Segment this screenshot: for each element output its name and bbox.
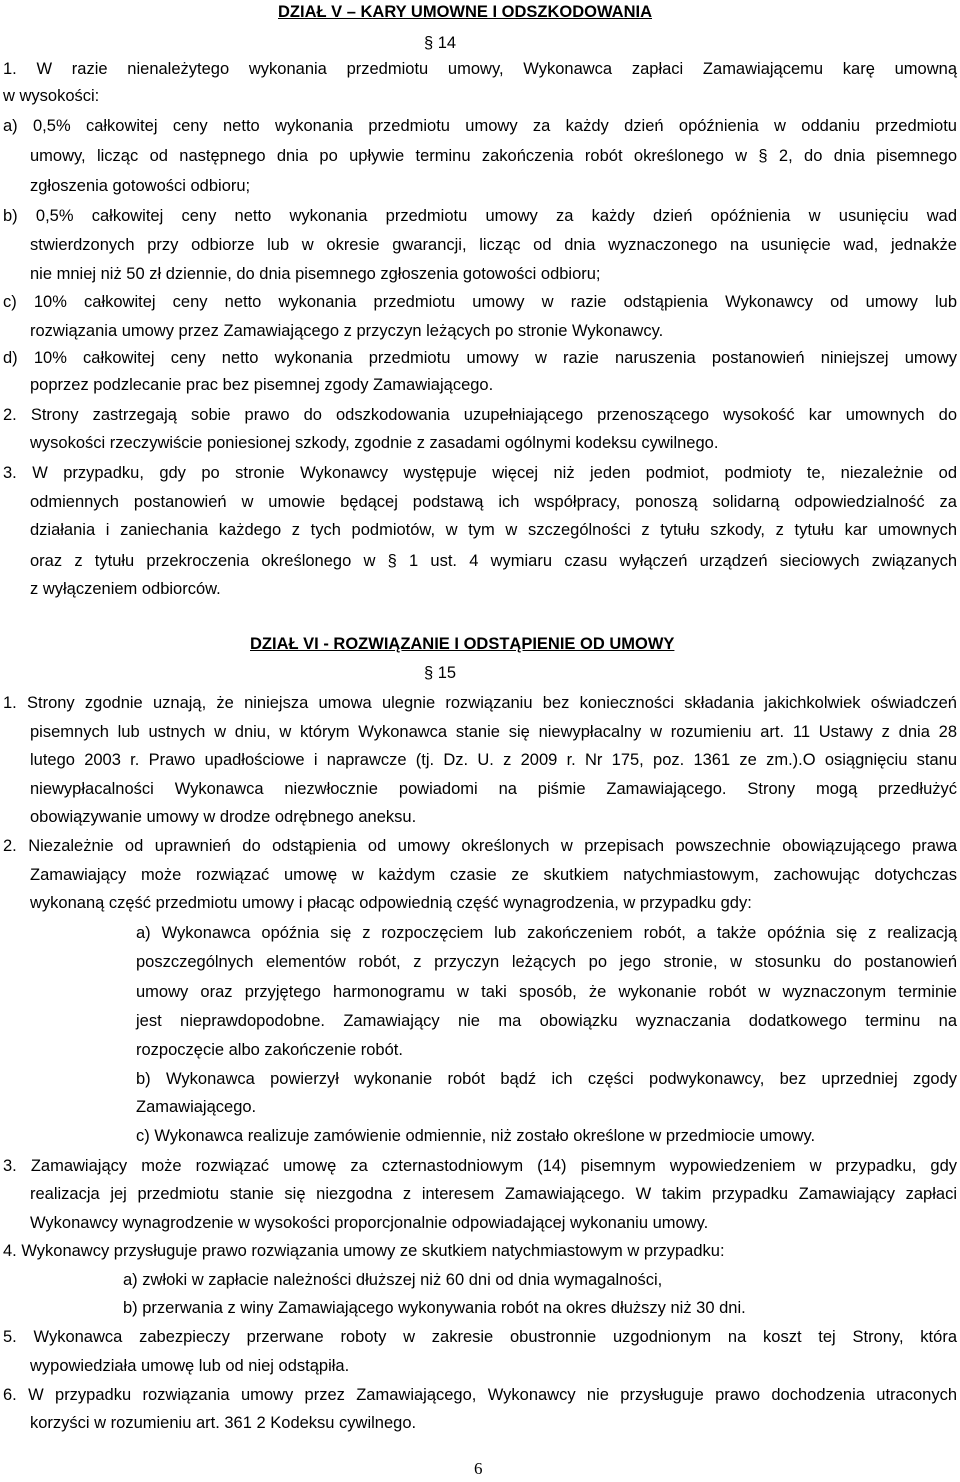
- section2-text-line: obowiązywanie umowy w drodze odrębnego aneksu.: [30, 808, 417, 826]
- section2-text-line: Zamawiający może rozwiązać umowę w każdym czasie ze skutkiem natychmiastowym, zachowując dotychczas: [30, 866, 957, 884]
- section1-text-line: poprzez podzlecanie prac bez pisemnej zgody Zamawiającego.: [30, 376, 494, 394]
- section2-text-line: wykonaną część przedmiotu umowy i płacąc odpowiednią część wynagrodzenia, w przypadku gdy:: [30, 894, 752, 912]
- section2-text-line: rozpoczęcie albo zakończenie robót.: [136, 1041, 403, 1059]
- section1-text-line: nie mniej niż 50 zł dziennie, do dnia pisemnego zgłoszenia gotowości odbioru;: [30, 265, 601, 283]
- section2-text-line: 3. Zamawiający może rozwiązać umowę za czternastodniowym (14) pisemnym wypowiedzeniem w przypadku, gdy: [3, 1157, 957, 1175]
- section-heading-rozwiazanie: DZIAŁ VI - ROZWIĄZANIE I ODSTĄPIENIE OD UMOWY: [250, 635, 675, 653]
- section1-text-line: stwierdzonych przy odbiorze lub w okresie gwarancji, licząc od dnia wyznaczonego na usunięcie wad, jednakże: [30, 236, 957, 254]
- section2-text-line: pisemnych lub ustnych w dniu, w którym Wykonawca stanie się niewypłacalny w rozumieniu art. 11 Ustawy z dnia 28: [30, 723, 957, 741]
- section2-text-line: 5. Wykonawca zabezpieczy przerwane roboty w zakresie obustronnie uzgodnionym na koszt tej Strony, która: [3, 1328, 957, 1346]
- section2-text-line: Zamawiającego.: [136, 1098, 257, 1116]
- section1-text-line: umowy, licząc od następnego dnia po upływie terminu zakończenia robót określonego w § 2, do dnia pisemnego: [30, 147, 957, 165]
- section1-text-line: wysokości rzeczywiście poniesionej szkody, zgodnie z zasadami ogólnymi kodeksu cywilnego.: [30, 434, 719, 452]
- section2-text-line: b) Wykonawca powierzył wykonanie robót bądź ich części podwykonawcy, bez uprzedniej zgody: [136, 1070, 957, 1088]
- page-number: 6: [474, 1459, 483, 1478]
- section2-text-line: c) Wykonawca realizuje zamówienie odmiennie, niż zostało określone w przedmiocie umowy.: [136, 1127, 816, 1145]
- section2-text-line: niewypłacalności Wykonawca niezwłocznie powiadomi na piśmie Zamawiającego. Strony mogą przedłużyć: [30, 780, 957, 798]
- paragraph-number-15: § 15: [424, 664, 457, 682]
- section2-text-line: 4. Wykonawcy przysługuje prawo rozwiązania umowy ze skutkiem natychmiastowym w przypadku:: [3, 1242, 725, 1260]
- section2-text-line: 1. Strony zgodnie uznają, że niniejsza umowa ulegnie rozwiązaniu bez konieczności składania jakichkolwiek oświadczeń: [3, 694, 957, 712]
- section1-text-line: a) 0,5% całkowitej ceny netto wykonania przedmiotu umowy za każdy dzień opóźnienia w oddaniu przedmiotu: [3, 117, 957, 135]
- section2-text-line: jest nieprawdopodobne. Zamawiający nie ma obowiązku wyznaczania dodatkowego terminu na: [136, 1012, 957, 1030]
- section1-text-line: oraz z tytułu przekroczenia określonego w § 1 ust. 4 wymiaru czasu wyłączeń urządzeń sieciowych związanych: [30, 552, 957, 570]
- section2-text-line: umowy oraz przyjętego harmonogramu w taki sposób, że wykonanie robót w wyznaczonym terminie: [136, 983, 957, 1001]
- section2-text-line: lutego 2003 r. Prawo upadłościowe i naprawcze (tj. Dz. U. z 2009 r. Nr 175, poz. 1361 ze zm.).O osiągnięciu stanu: [30, 751, 957, 769]
- section1-text-line: d) 10% całkowitej ceny netto wykonania przedmiotu umowy w razie naruszenia postanowień niniejszej umowy: [3, 349, 957, 367]
- section1-text-line: zgłoszenia gotowości odbioru;: [30, 177, 251, 195]
- section1-text-line: odmiennych postanowień w umowie będącej podstawą ich współpracy, ponoszą solidarną odpowiedzialność za: [30, 493, 957, 511]
- section1-text-line: 3. W przypadku, gdy po stronie Wykonawcy występuje więcej niż jeden podmiot, podmioty te, niezależnie od: [3, 464, 957, 482]
- section1-text-line: w wysokości:: [3, 87, 100, 105]
- section2-text-line: realizacja jej przedmiotu stanie się niezgodna z interesem Zamawiającego. W takim przypadku Zamawiający zapłaci: [30, 1185, 957, 1203]
- section2-text-line: korzyści w rozumieniu art. 361 2 Kodeksu cywilnego.: [30, 1414, 417, 1432]
- section2-text-line: Wykonawcy wynagrodzenie w wysokości proporcjonalnie odpowiadającej wykonaniu umowy.: [30, 1214, 709, 1232]
- section2-text-line: 2. Niezależnie od uprawnień do odstąpienia od umowy określonych w przepisach powszechnie obowiązującego prawa: [3, 837, 957, 855]
- section2-text-line: b) przerwania z winy Zamawiającego wykonywania robót na okres dłuższy niż 30 dni.: [123, 1299, 746, 1317]
- section2-text-line: a) zwłoki w zapłacie należności dłuższej niż 60 dni od dnia wymagalności,: [123, 1271, 663, 1289]
- paragraph-number-14: § 14: [424, 34, 457, 52]
- section1-text-line: rozwiązania umowy przez Zamawiającego z przyczyn leżących po stronie Wykonawcy.: [30, 322, 664, 340]
- section1-text-line: 2. Strony zastrzegają sobie prawo do odszkodowania uzupełniającego przenoszącego wysokość kar umownych do: [3, 406, 957, 424]
- section1-text-line: b) 0,5% całkowitej ceny netto wykonania przedmiotu umowy za każdy dzień opóźnienia w usunięciu wad: [3, 207, 957, 225]
- section2-text-line: a) Wykonawca opóźnia się z rozpoczęciem lub zakończeniem robót, a także opóźnia się z realizacją: [136, 924, 957, 942]
- section1-text-line: c) 10% całkowitej ceny netto wykonania przedmiotu umowy w razie odstąpienia Wykonawcy od umowy lub: [3, 293, 957, 311]
- section1-text-line: z wyłączeniem odbiorców.: [30, 580, 221, 598]
- section2-text-line: wypowiedziała umowę lub od niej odstąpiła.: [30, 1357, 350, 1375]
- section2-text-line: poszczególnych elementów robót, z przyczyn leżących po jego stronie, w stosunku do postanowień: [136, 953, 957, 971]
- section2-text-line: 6. W przypadku rozwiązania umowy przez Zamawiającego, Wykonawcy nie przysługuje prawo dochodzenia utraconych: [3, 1386, 957, 1404]
- section-heading-kary: DZIAŁ V – KARY UMOWNE I ODSZKODOWANIA: [278, 3, 653, 21]
- section1-text-line: działania i zaniechania każdego z tych podmiotów, w tym w szczególności z tytułu szkody, z tytułu kar umownych: [30, 521, 957, 539]
- section1-text-line: 1. W razie nienależytego wykonania przedmiotu umowy, Wykonawca zapłaci Zamawiającemu karę umowną: [3, 60, 957, 78]
